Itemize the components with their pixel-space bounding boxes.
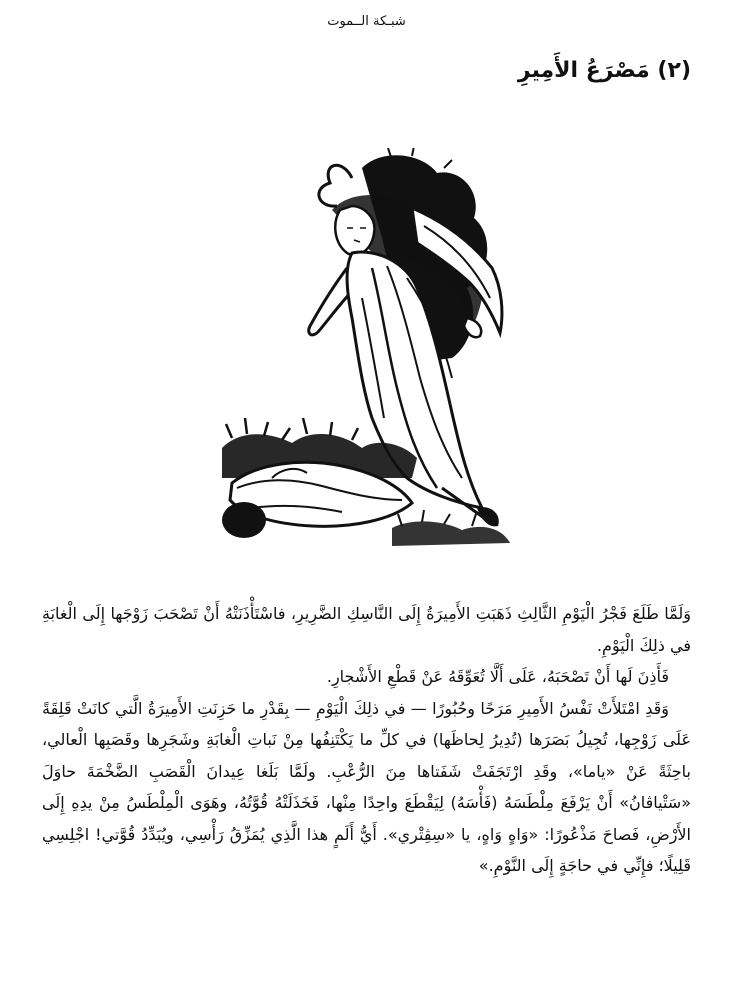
chapter-title: (٢) مَصْرَعُ الأَمِيرِ — [517, 58, 691, 83]
paragraph-2: فَأَذِنَ لَها أَنْ تَصْحَبَهُ، عَلَى أَلَّا تُعَوِّقَهُ عَنْ قَطْعِ الأَشْجارِ. — [326, 667, 669, 686]
paragraph-1: وَلَمَّا طَلَعَ فَجْرُ الْيَوْمِ الثَّالِثِ ذَهَبَتِ الأَمِيرَةُ إِلَى النَّاسِكِ الضَّرِيرِ، فاسْتَأْذَنَتْهُ أَنْ تَصْحَبَ زَوْجَها إِلَى الْغابَةِ في ذلِكَ الْيَوْمِ. — [42, 604, 691, 655]
paragraph-3: وَقَدِ امْتَلأَتْ نَفْسُ الأَمِيرِ مَرَحًا وحُبُورًا — في ذلِكَ الْيَوْمِ — بِقَدْرِ ما حَزِنَتِ الأَمِيرَةُ الَّتي كانَتْ قَلِقَةً عَلَى زَوْجِها، تُجِيلُ بَصَرَها (تُدِيرُ لِحاظَها) في كلِّ ما يَكْتَنِفُها مِنْ نَباتِ الْغابَةِ وشَجَرِها وقَصَبِها الْعالي، باحِثَةً عَنْ «ياما»، وقَدِ ارْتَجَفَتْ شَفَتاها مِنَ الرُّعْبِ. ولَمَّا بَلَغا عِيدانَ الْقَصَبِ الضَّخْمَةَ حاوَلَ «سَتْياڤانُ» أَنْ يَرْفَعَ مِلْطَسَهُ (فَأْسَهُ) لِيَقْطَعَ واحِدًا مِنْها، فَخَذَلَتْهُ قُوَّتُهُ، وهَوَى الْمِلْطَسُ مِنْ يدِهِ إِلَى الأَرْضِ، فَصاحَ مَذْعُورًا: «وَاهٍ وَاهٍ، يا «سِڤِتْري». أَيُّ أَلَمٍ هذا الَّذِي يُمَزِّقُ رَأْسِي، ويُبَدِّدُ قُوَّتي! اجْلِسِي قَلِيلًا؛ فإِنِّي في حاجَةٍ إِلَى النَّوْمِ.» — [42, 698, 691, 875]
running-header: شبـكة الــموت — [327, 14, 406, 29]
body-text — [42, 598, 691, 882]
engraving-image — [212, 148, 512, 553]
illustration-woman-over-fallen-man — [212, 148, 512, 553]
